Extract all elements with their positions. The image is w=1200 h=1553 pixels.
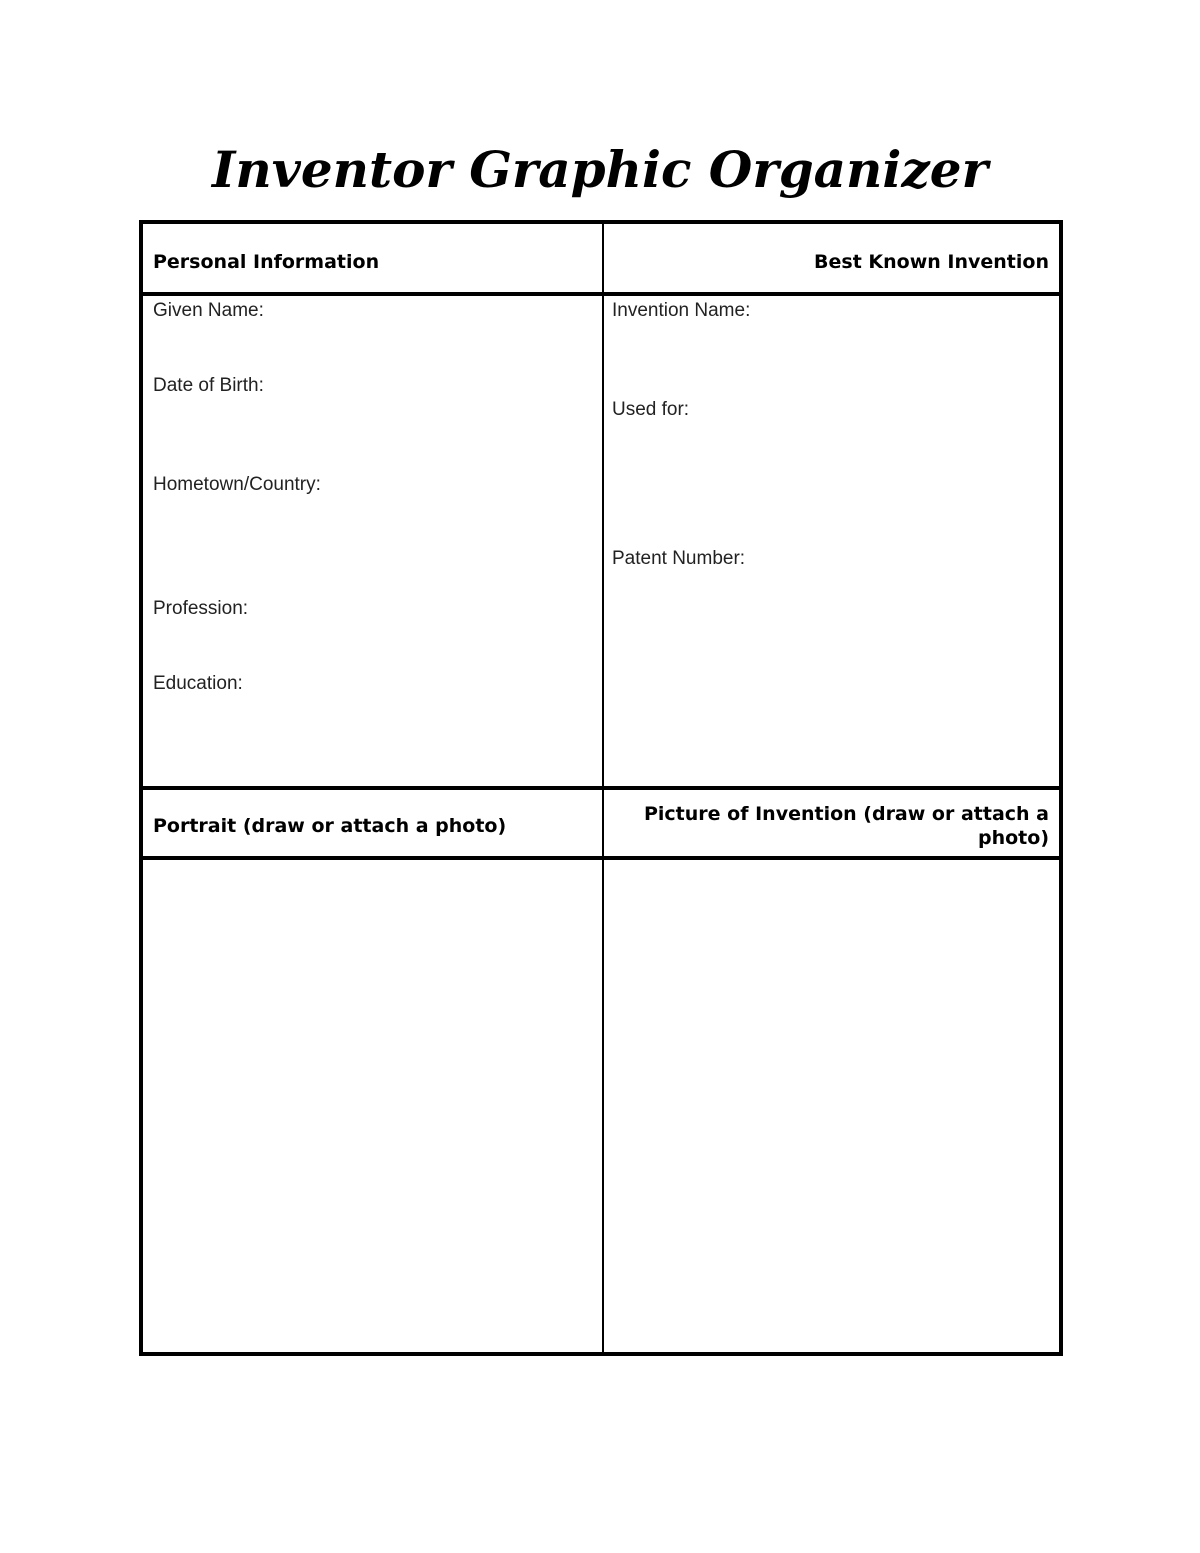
invention-drawing-area[interactable] [608,864,1055,1348]
page-title: Inventor Graphic Organizer [212,140,988,199]
personal-info-header: Personal Information [153,251,380,273]
organizer-table [139,220,1063,1356]
given-name-label: Given Name: [153,300,264,321]
hometown-country-label: Hometown/Country: [153,474,321,495]
profession-label: Profession: [153,598,249,619]
invention-picture-header: Picture of Invention (draw or attach a photo) [643,803,1049,849]
row-divider [143,292,1059,296]
education-label: Education: [153,673,243,694]
invention-header: Best Known Invention [814,251,1049,273]
portrait-header: Portrait (draw or attach a photo) [153,815,507,837]
column-divider [602,224,604,1352]
invention-name-label: Invention Name: [612,300,751,321]
row-divider [143,856,1059,860]
date-of-birth-label: Date of Birth: [153,375,264,396]
portrait-drawing-area[interactable] [147,864,597,1348]
patent-number-label: Patent Number: [612,548,746,569]
row-divider [143,786,1059,790]
used-for-label: Used for: [612,399,690,420]
